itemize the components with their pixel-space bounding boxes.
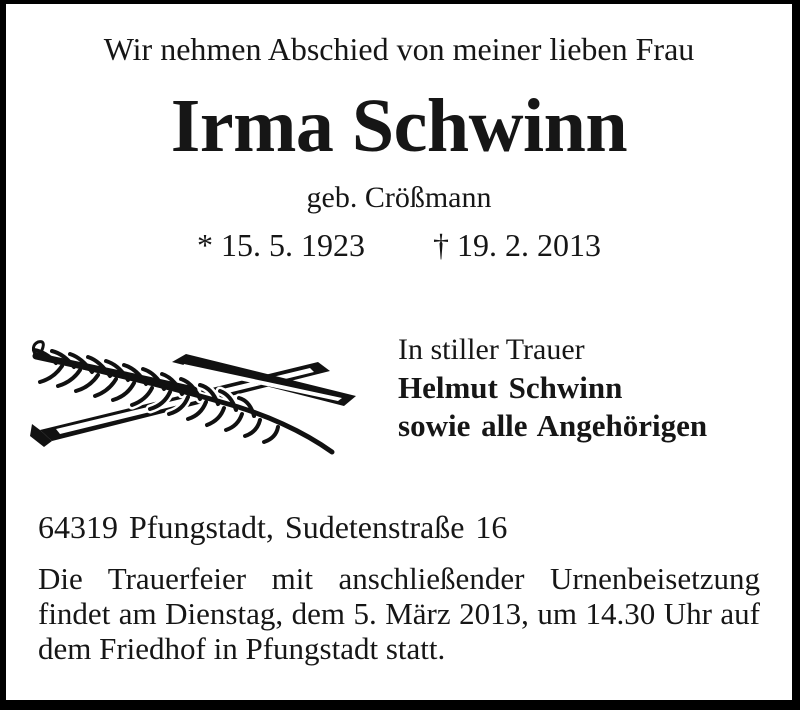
funeral-line: dem Friedhof in Pfungstadt statt.	[38, 631, 446, 666]
mourner-name: Helmut Schwinn	[398, 370, 623, 405]
maiden-name: geb. Crößmann	[306, 181, 492, 214]
funeral-info	[38, 561, 760, 666]
funeral-line: findet am Dienstag, dem 5. März 2013, um 14.30 Uhr auf	[38, 596, 760, 631]
mourners-block	[398, 331, 707, 445]
opening-line: Wir nehmen Abschied von meiner lieben Frau	[103, 31, 695, 67]
cross-palm-branch-icon	[26, 330, 362, 466]
birth-date: * 15. 5. 1923	[197, 227, 365, 263]
mourner-additional: sowie alle Angehörigen	[398, 408, 708, 443]
address-line: 64319 Pfungstadt, Sudetenstraße 16	[38, 509, 508, 545]
life-dates	[6, 226, 792, 264]
death-date: † 19. 2. 2013	[433, 227, 601, 263]
deceased-name: Irma Schwinn	[170, 84, 628, 168]
funeral-line: Die Trauerfeier mit anschließender Urnenbeisetzung	[38, 561, 760, 596]
mourning-phrase: In stiller Trauer	[398, 333, 585, 366]
